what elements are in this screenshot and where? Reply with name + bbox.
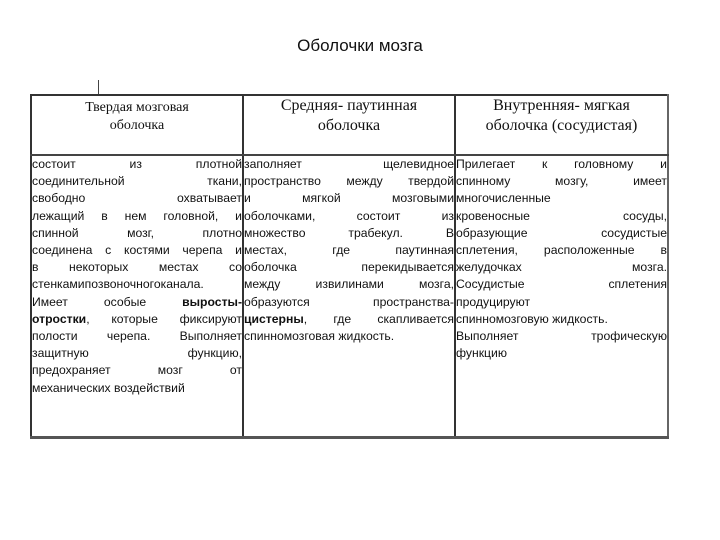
- cursor-mark: [98, 80, 99, 94]
- text-line-bold-b: [32, 311, 242, 328]
- text-line: оболочка перекидывается: [244, 260, 454, 275]
- text-line: стенкамипозвоночногоканала.: [32, 277, 204, 292]
- text-line: защитную функцию,: [32, 346, 242, 361]
- header-line: Твердая мозговая: [85, 100, 189, 115]
- text-line: предохраняет мозг от: [32, 363, 242, 378]
- text-line: функцию: [456, 346, 507, 361]
- text-line-bold-c: [244, 311, 454, 328]
- header-line: оболочка (сосудистая): [485, 117, 638, 134]
- header-pia: [455, 95, 668, 155]
- header-line: Внутренняя- мягкая: [493, 97, 630, 114]
- text-line: в некоторых местах со: [32, 260, 242, 275]
- text-line: образующие сосудистые: [456, 225, 667, 240]
- text-line: лежащий в нем головной, и: [32, 208, 242, 223]
- header-line: Средняя- паутинная: [280, 97, 418, 114]
- text-line: спинному мозгу, имеет: [456, 174, 667, 189]
- text-line: местах, где паутинная: [244, 243, 454, 258]
- text-line: продуцируют: [456, 294, 531, 309]
- text-line: образуются пространства-: [244, 294, 454, 309]
- text-line: между извилинами мозга,: [244, 277, 454, 292]
- text-line: полости черепа. Выполняет: [32, 329, 242, 344]
- header-line: оболочка: [317, 117, 381, 134]
- text-line: многочисленные: [456, 191, 551, 206]
- text-line: множество трабекул. В: [244, 225, 454, 240]
- text-line: свободно охватывает: [32, 191, 242, 206]
- text-line: Выполняет трофическую: [456, 329, 667, 344]
- text-line: состоит из плотной: [32, 157, 242, 171]
- text-part: , которые фиксируют: [86, 311, 242, 326]
- text-line: заполняет щелевидное: [244, 157, 454, 171]
- text-line: соединена с костями черепа и: [32, 243, 242, 258]
- cell-arachnoid: [243, 155, 455, 438]
- text-line-bold-a: [32, 294, 242, 311]
- text-part: Имеет особые: [32, 294, 183, 309]
- text-line: спинномозговую жидкость.: [456, 311, 608, 326]
- text-line: соединительной ткани,: [32, 174, 242, 189]
- text-line: сплетения, расположенные в: [456, 243, 667, 258]
- header-line: оболочка: [109, 118, 165, 133]
- text-line: Прилегает к головному и: [456, 157, 667, 171]
- text-line: Сосудистые сплетения: [456, 277, 667, 292]
- text-line: пространство между твердой: [244, 174, 454, 189]
- term-vyrosty: выросты-: [182, 294, 242, 309]
- cell-pia: [455, 155, 668, 438]
- header-dura: [31, 95, 243, 155]
- table-header-row: [31, 95, 668, 155]
- text-line: желудочках мозга.: [456, 260, 667, 275]
- table-body-row: [31, 155, 668, 438]
- header-arachnoid: [243, 95, 455, 155]
- text-line: кровеносные сосуды,: [456, 208, 667, 223]
- term-otrostki: отростки: [32, 311, 87, 326]
- term-cisterny: цистерны: [244, 311, 304, 326]
- text-line: оболочками, состоит из: [244, 208, 454, 223]
- cell-dura: [31, 155, 243, 438]
- meninges-table: [30, 94, 669, 439]
- text-line: спинномозговая жидкость.: [244, 329, 395, 344]
- text-line: и мягкой мозговыми: [244, 191, 454, 206]
- page-title: Оболочки мозга: [297, 36, 423, 55]
- text-part: , где скапливается: [303, 311, 454, 326]
- text-line: спинной мозг, плотно: [32, 225, 242, 240]
- text-line: механических воздействий: [32, 380, 185, 395]
